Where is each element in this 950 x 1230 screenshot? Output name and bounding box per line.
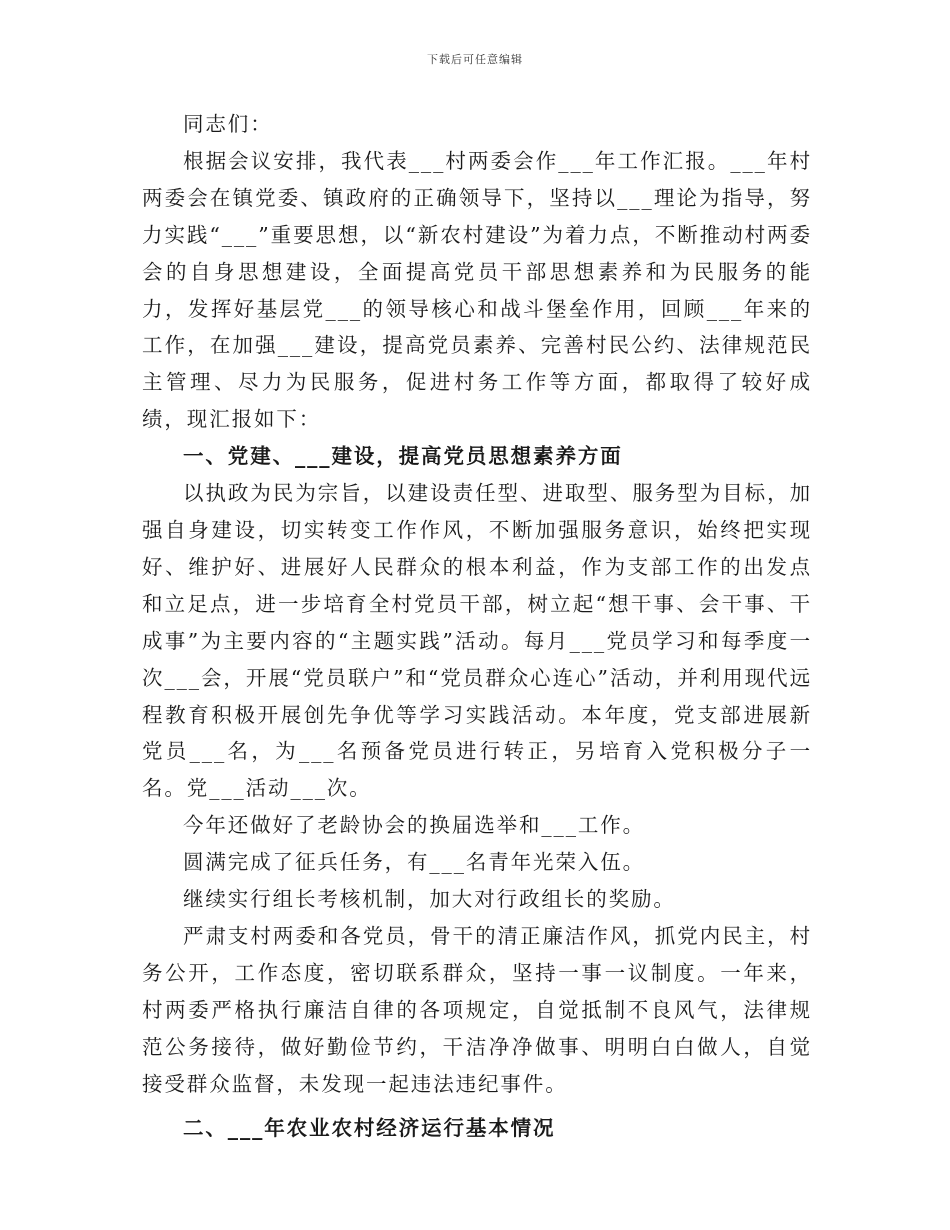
section-1-paragraph-4: 继续实行组长考核机制，加大对行政组长的奖励。 [183, 887, 676, 912]
document-body [142, 106, 812, 1147]
section-1-paragraph-3: 圆满完成了征兵任务，有___名青年光荣入伍。 [183, 850, 646, 875]
salutation: 同志们： [183, 112, 273, 136]
section-2-heading: 二、___年农业农村经济运行基本情况 [183, 1116, 556, 1141]
section-1-paragraph-2: 今年还做好了老龄协会的换届选举和___工作。 [183, 813, 646, 838]
intro-paragraph: 根据会议安排，我代表___村两委会作___年工作汇报。___年村两委会在镇党委、镇政府的正确领导下，坚持以___理论为指导，努力实践“___”重要思想，以“新农村建设”为着力点，不断推动村两委会的自身思想建设，全面提高党员干部思想素养和为民服务的能力，发挥好基层党___的领导核心和战斗堡垒作用，回顾___年来的工作，在加强___建设，提高党员素养、完善村民公约、法律规范民主管理、尽力为民服务，促进村务工作等方面，都取得了较好成绩，现汇报如下： [142, 148, 812, 432]
section-1-heading: 一、党建、___建设，提高党员思想素养方面 [183, 444, 623, 469]
section-1-paragraph-1: 以执政为民为宗旨，以建设责任型、进取型、服务型为目标，加强自身建设，切实转变工作作风，不断加强服务意识，始终把实现好、维护好、进展好人民群众的根本利益，作为支部工作的出发点和立足点，进一步培育全村党员干部，树立起“想干事、会干事、干成事”为主要内容的“主题实践”活动。每月___党员学习和每季度一次___会，开展“党员联户”和“党员群众心连心”活动，并利用现代远程教育积极开展创先争优等学习实践活动。本年度，党支部进展新党员___名，为___名预备党员进行转正，另培育入党积极分子一名。党___活动___次。 [142, 481, 812, 801]
page-header-note: 下载后可任意编辑 [427, 53, 523, 66]
section-1-paragraph-5: 严肃支村两委和各党员，骨干的清正廉洁作风，抓党内民主，村务公开，工作态度，密切联系群众，坚持一事一议制度。一年来，村两委严格执行廉洁自律的各项规定，自觉抵制不良风气，法律规范公务接待，做好勤俭节约，干洁净净做事、明明白白做人，自觉接受群众监督，未发现一起违法违纪事件。 [142, 923, 812, 1096]
